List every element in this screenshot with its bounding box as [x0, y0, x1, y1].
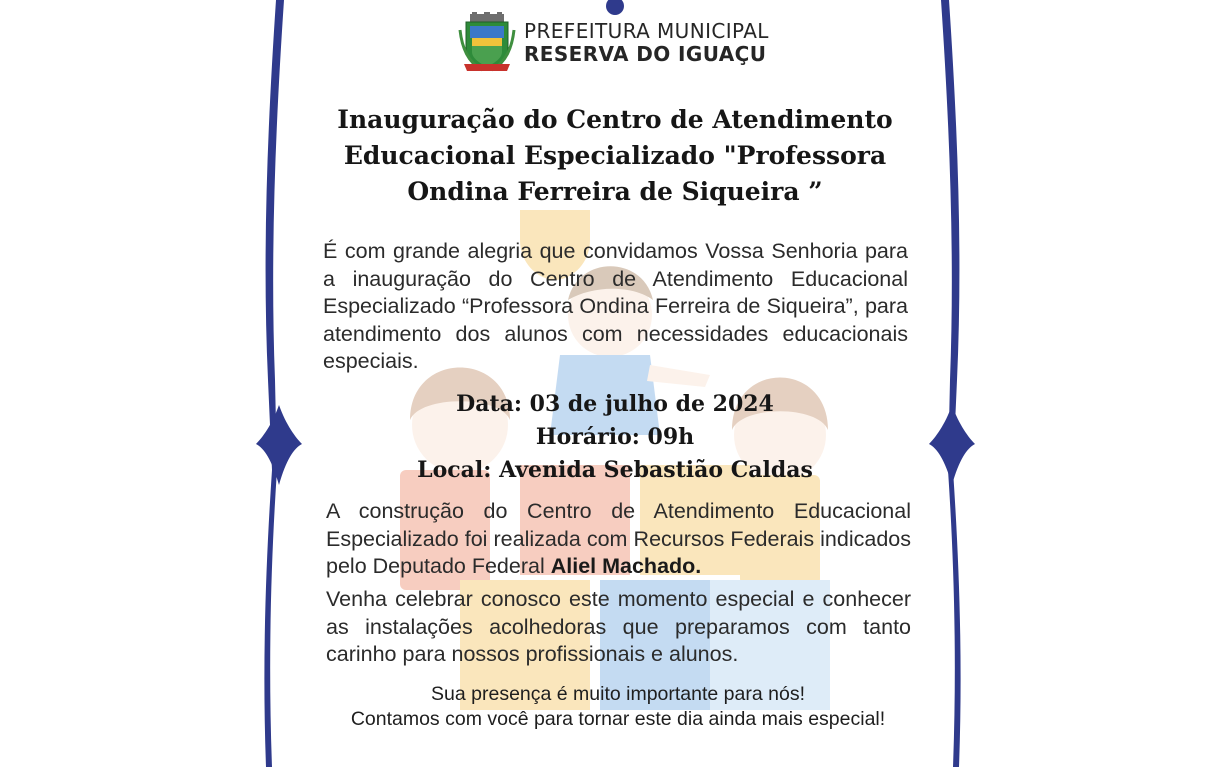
left-frame-line — [264, 0, 284, 767]
event-place: Local: Avenida Sebastião Caldas — [417, 457, 813, 483]
municipal-coat-of-arms-icon — [458, 12, 516, 74]
municipality-name: RESERVA DO IGUAÇU — [524, 42, 767, 66]
construction-paragraph — [326, 498, 911, 581]
invitation-paragraph: É com grande alegria que convidamos Vossa Senhoria para a inauguração do Centro de Atendimento Educacional Especializado “Professora Ondina Ferreira de Siqueira”, para atendimento dos alunos com necessidades educacionais especiais. — [323, 239, 908, 373]
closing-line-1: Sua presença é muito importante para nós! — [431, 683, 805, 705]
event-date: Data: 03 de julho de 2024 — [456, 391, 774, 417]
left-frame-ornament — [256, 405, 302, 485]
municipality-label: PREFEITURA MUNICIPAL — [524, 19, 769, 43]
event-time: Horário: 09h — [535, 424, 695, 450]
municipality-header — [458, 12, 769, 74]
event-title: Inauguração do Centro de Atendimento Educacional Especializado "Professora Ondina Ferreira de Siqueira ” — [337, 105, 893, 206]
right-frame-ornament — [929, 405, 975, 485]
construction-text: A construção do Centro de Atendimento Educacional Especializado foi realizada com Recursos Federais indicados pelo Deputado Federal — [326, 499, 911, 578]
right-frame-line — [941, 0, 961, 767]
deputy-name: Aliel Machado. — [550, 554, 702, 578]
celebrate-paragraph: Venha celebrar conosco este momento especial e conhecer as instalações acolhedoras que preparamos com tanto carinho para nossos profissionais e alunos. — [326, 587, 911, 666]
closing-message — [300, 682, 936, 732]
closing-line-2: Contamos com você para tornar este dia ainda mais especial! — [350, 708, 886, 730]
event-details — [300, 388, 930, 487]
